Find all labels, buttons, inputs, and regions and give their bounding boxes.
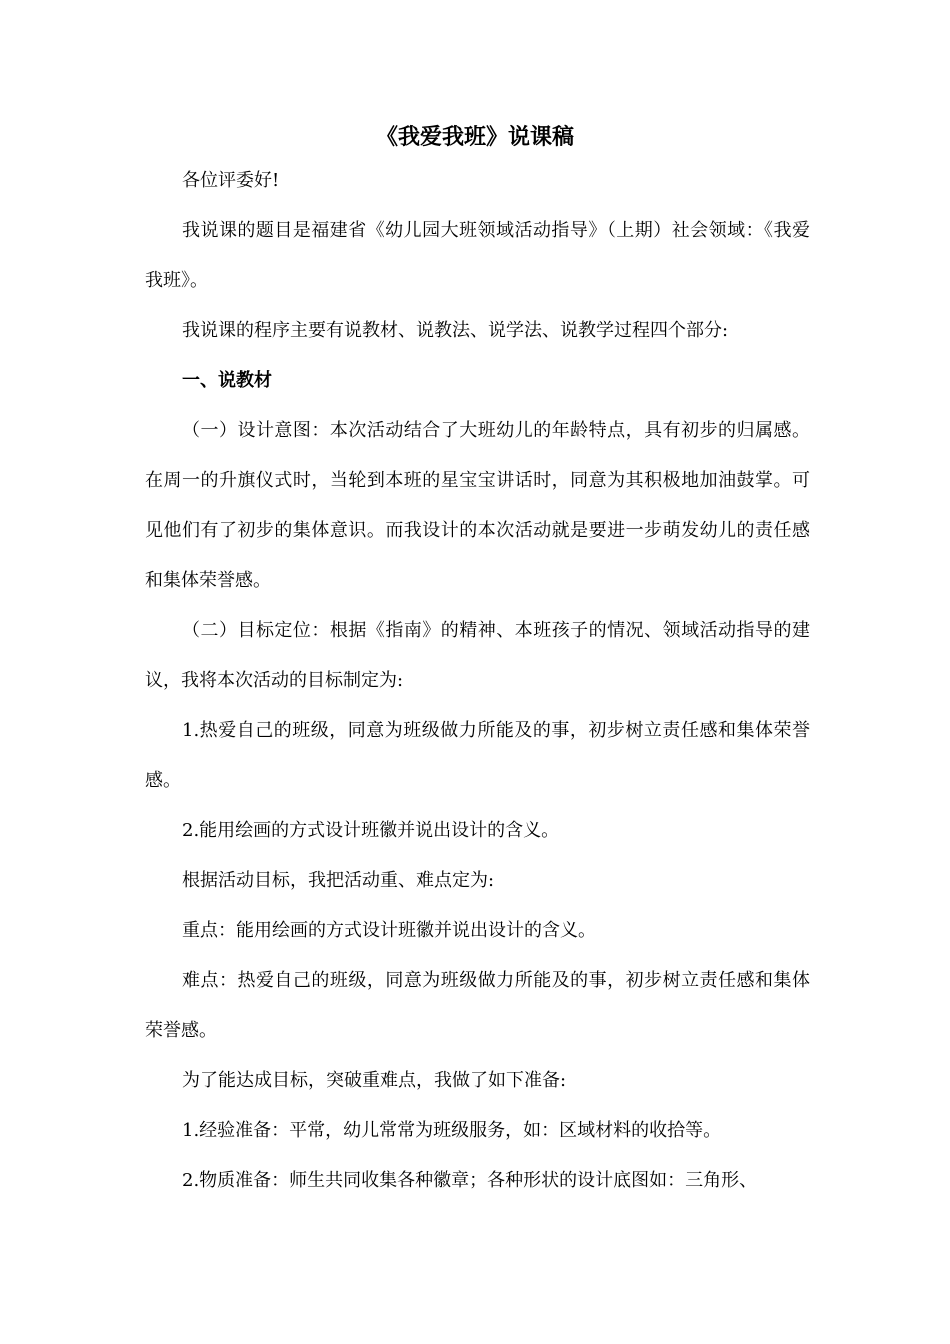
key-point: 重点：能用绘画的方式设计班徽并说出设计的含义。 bbox=[182, 920, 596, 941]
section-heading: 一、说教材 bbox=[182, 370, 272, 391]
goal-item-2: 2.能用绘画的方式设计班徽并说出设计的含义。 bbox=[182, 820, 560, 841]
document-body bbox=[145, 156, 810, 1206]
design-intent-paragraph: （一）设计意图：本次活动结合了大班幼儿的年龄特点，具有初步的归属感。在周一的升旗仪式时，当轮到本班的星宝宝讲话时，同意为其积极地加油鼓掌。可见他们有了初步的集体意识。而我设计的本次活动就是要进一步萌发幼儿的责任感和集体荣誉感。 bbox=[145, 420, 810, 591]
preparation-item-1: 1.经验准备：平常，幼儿常常为班级服务，如：区域材料的收拾等。 bbox=[182, 1120, 722, 1141]
outline-paragraph: 我说课的程序主要有说教材、说教法、说学法、说教学过程四个部分: bbox=[182, 320, 729, 341]
preparation-item-2: 2.物质准备：师生共同收集各种徽章；各种形状的设计底图如：三角形、 bbox=[182, 1170, 758, 1191]
goal-positioning-paragraph: （二）目标定位：根据《指南》的精神、本班孩子的情况、领域活动指导的建议，我将本次活动的目标制定为: bbox=[145, 620, 810, 691]
topic-paragraph: 我说课的题目是福建省《幼儿园大班领域活动指导》（上期）社会领域：《我爱我班》。 bbox=[145, 220, 810, 291]
goal-item-1: 1.热爱自己的班级，同意为班级做力所能及的事，初步树立责任感和集体荣誉感。 bbox=[145, 720, 810, 791]
greeting-paragraph: 各位评委好! bbox=[182, 170, 280, 191]
difficult-point: 难点：热爱自己的班级，同意为班级做力所能及的事，初步树立责任感和集体荣誉感。 bbox=[145, 970, 810, 1041]
document-title: 《我爱我班》说课稿 bbox=[375, 124, 574, 150]
key-points-intro: 根据活动目标，我把活动重、难点定为: bbox=[182, 870, 495, 891]
preparation-intro: 为了能达成目标，突破重难点，我做了如下准备: bbox=[182, 1070, 567, 1091]
